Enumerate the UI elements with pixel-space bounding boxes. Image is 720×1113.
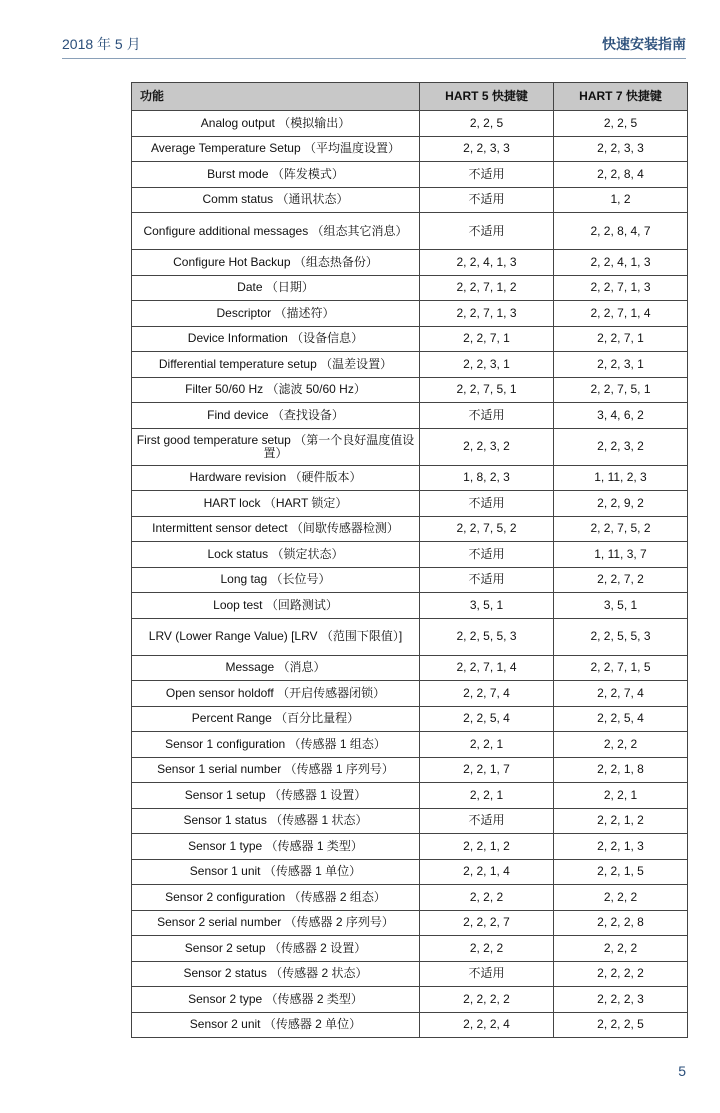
cell-hart7-shortcut: 2, 2, 9, 2 xyxy=(554,491,688,517)
table-row xyxy=(132,491,688,517)
cell-hart5-shortcut: 2, 2, 5, 5, 3 xyxy=(420,618,554,655)
cell-hart7-shortcut: 1, 11, 3, 7 xyxy=(554,542,688,568)
column-header-function: 功能 xyxy=(132,83,420,111)
cell-hart5-shortcut: 不适用 xyxy=(420,808,554,834)
cell-hart5-shortcut: 不适用 xyxy=(420,403,554,429)
cell-hart5-shortcut: 2, 2, 1, 7 xyxy=(420,757,554,783)
cell-function: Sensor 1 configuration （传感器 1 组态） xyxy=(132,732,420,758)
cell-hart5-shortcut: 不适用 xyxy=(420,567,554,593)
cell-hart5-shortcut: 2, 2, 1, 4 xyxy=(420,859,554,885)
cell-hart7-shortcut: 2, 2, 2, 2 xyxy=(554,961,688,987)
table-header-row xyxy=(132,83,688,111)
cell-hart5-shortcut: 2, 2, 5, 4 xyxy=(420,706,554,732)
table-row xyxy=(132,136,688,162)
cell-hart5-shortcut: 2, 2, 1 xyxy=(420,783,554,809)
cell-hart7-shortcut: 2, 2, 2 xyxy=(554,885,688,911)
cell-hart5-shortcut: 不适用 xyxy=(420,187,554,213)
cell-hart7-shortcut: 2, 2, 1, 3 xyxy=(554,834,688,860)
cell-function: Find device （查找设备） xyxy=(132,403,420,429)
cell-hart5-shortcut: 1, 8, 2, 3 xyxy=(420,465,554,491)
table-row xyxy=(132,1012,688,1038)
cell-hart7-shortcut: 2, 2, 5, 4 xyxy=(554,706,688,732)
table-row xyxy=(132,593,688,619)
table-row xyxy=(132,428,688,465)
cell-hart7-shortcut: 2, 2, 7, 1, 5 xyxy=(554,655,688,681)
cell-function: Analog output （模拟输出） xyxy=(132,111,420,137)
table-row xyxy=(132,352,688,378)
header-date: 2018 年 5 月 xyxy=(62,36,141,52)
table-row xyxy=(132,465,688,491)
cell-hart7-shortcut: 2, 2, 3, 2 xyxy=(554,428,688,465)
table-row xyxy=(132,834,688,860)
cell-hart7-shortcut: 2, 2, 7, 5, 2 xyxy=(554,516,688,542)
cell-function: Date （日期） xyxy=(132,275,420,301)
cell-function: Message （消息） xyxy=(132,655,420,681)
cell-hart5-shortcut: 2, 2, 3, 2 xyxy=(420,428,554,465)
cell-hart5-shortcut: 2, 2, 2, 7 xyxy=(420,910,554,936)
cell-hart7-shortcut: 2, 2, 2 xyxy=(554,936,688,962)
cell-hart5-shortcut: 不适用 xyxy=(420,213,554,250)
cell-hart5-shortcut: 2, 2, 2 xyxy=(420,885,554,911)
cell-function: Sensor 2 configuration （传感器 2 组态） xyxy=(132,885,420,911)
cell-hart7-shortcut: 1, 2 xyxy=(554,187,688,213)
cell-hart7-shortcut: 2, 2, 2 xyxy=(554,732,688,758)
cell-hart5-shortcut: 不适用 xyxy=(420,162,554,188)
table-row xyxy=(132,732,688,758)
cell-function: Hardware revision （硬件版本） xyxy=(132,465,420,491)
cell-hart7-shortcut: 2, 2, 2, 5 xyxy=(554,1012,688,1038)
cell-hart5-shortcut: 2, 2, 7, 5, 1 xyxy=(420,377,554,403)
cell-hart7-shortcut: 2, 2, 1, 2 xyxy=(554,808,688,834)
cell-function: Sensor 1 setup （传感器 1 设置） xyxy=(132,783,420,809)
cell-hart7-shortcut: 2, 2, 7, 4 xyxy=(554,681,688,707)
cell-function: Filter 50/60 Hz （滤波 50/60 Hz） xyxy=(132,377,420,403)
shortcut-table xyxy=(131,82,688,1038)
cell-hart7-shortcut: 2, 2, 7, 1 xyxy=(554,326,688,352)
cell-hart5-shortcut: 2, 2, 2, 4 xyxy=(420,1012,554,1038)
page-number: 5 xyxy=(678,1063,686,1079)
cell-hart7-shortcut: 3, 4, 6, 2 xyxy=(554,403,688,429)
cell-hart7-shortcut: 2, 2, 1 xyxy=(554,783,688,809)
cell-function: Sensor 1 serial number （传感器 1 序列号） xyxy=(132,757,420,783)
cell-function: Loop test （回路测试） xyxy=(132,593,420,619)
table-row xyxy=(132,162,688,188)
column-header-hart5: HART 5 快捷键 xyxy=(420,83,554,111)
cell-function: Configure Hot Backup （组态热备份） xyxy=(132,250,420,276)
cell-function: LRV (Lower Range Value) [LRV （范围下限值）] xyxy=(132,618,420,655)
cell-hart7-shortcut: 2, 2, 2, 8 xyxy=(554,910,688,936)
cell-hart7-shortcut: 2, 2, 8, 4 xyxy=(554,162,688,188)
cell-hart7-shortcut: 2, 2, 7, 1, 3 xyxy=(554,275,688,301)
cell-hart5-shortcut: 2, 2, 5 xyxy=(420,111,554,137)
cell-hart5-shortcut: 2, 2, 7, 5, 2 xyxy=(420,516,554,542)
cell-hart5-shortcut: 2, 2, 2 xyxy=(420,936,554,962)
table-row xyxy=(132,655,688,681)
cell-hart5-shortcut: 不适用 xyxy=(420,961,554,987)
cell-hart7-shortcut: 3, 5, 1 xyxy=(554,593,688,619)
cell-function: Sensor 1 status （传感器 1 状态） xyxy=(132,808,420,834)
table-row xyxy=(132,783,688,809)
cell-function: Sensor 2 type （传感器 2 类型） xyxy=(132,987,420,1013)
cell-function: Sensor 1 type （传感器 1 类型） xyxy=(132,834,420,860)
table-row xyxy=(132,377,688,403)
table-row xyxy=(132,808,688,834)
table-row xyxy=(132,111,688,137)
cell-function: Configure additional messages （组态其它消息） xyxy=(132,213,420,250)
cell-function: HART lock （HART 锁定） xyxy=(132,491,420,517)
table-row xyxy=(132,885,688,911)
table-row xyxy=(132,859,688,885)
cell-function: Long tag （长位号） xyxy=(132,567,420,593)
table-row xyxy=(132,250,688,276)
cell-hart5-shortcut: 2, 2, 3, 1 xyxy=(420,352,554,378)
cell-hart5-shortcut: 2, 2, 1, 2 xyxy=(420,834,554,860)
table-row xyxy=(132,301,688,327)
cell-function: Average Temperature Setup （平均温度设置） xyxy=(132,136,420,162)
cell-hart7-shortcut: 2, 2, 7, 1, 4 xyxy=(554,301,688,327)
table-row xyxy=(132,275,688,301)
cell-hart7-shortcut: 2, 2, 5, 5, 3 xyxy=(554,618,688,655)
table-row xyxy=(132,757,688,783)
cell-function: Comm status （通讯状态） xyxy=(132,187,420,213)
cell-hart5-shortcut: 2, 2, 2, 2 xyxy=(420,987,554,1013)
table-row xyxy=(132,961,688,987)
cell-hart7-shortcut: 2, 2, 4, 1, 3 xyxy=(554,250,688,276)
table-row xyxy=(132,618,688,655)
cell-function: Descriptor （描述符） xyxy=(132,301,420,327)
cell-hart7-shortcut: 2, 2, 1, 5 xyxy=(554,859,688,885)
cell-hart7-shortcut: 2, 2, 5 xyxy=(554,111,688,137)
cell-hart7-shortcut: 2, 2, 1, 8 xyxy=(554,757,688,783)
cell-function: Percent Range （百分比量程） xyxy=(132,706,420,732)
table-row xyxy=(132,936,688,962)
cell-hart7-shortcut: 2, 2, 7, 5, 1 xyxy=(554,377,688,403)
cell-hart5-shortcut: 3, 5, 1 xyxy=(420,593,554,619)
cell-function: Device Information （设备信息） xyxy=(132,326,420,352)
table-row xyxy=(132,187,688,213)
cell-function: Sensor 2 setup （传感器 2 设置） xyxy=(132,936,420,962)
cell-function: Lock status （锁定状态） xyxy=(132,542,420,568)
cell-hart5-shortcut: 2, 2, 3, 3 xyxy=(420,136,554,162)
cell-function: First good temperature setup （第一个良好温度值设置） xyxy=(132,428,420,465)
table-row xyxy=(132,681,688,707)
cell-function: Sensor 1 unit （传感器 1 单位） xyxy=(132,859,420,885)
cell-function: Burst mode （阵发模式） xyxy=(132,162,420,188)
table-row xyxy=(132,326,688,352)
cell-hart5-shortcut: 2, 2, 4, 1, 3 xyxy=(420,250,554,276)
table-row xyxy=(132,567,688,593)
cell-hart5-shortcut: 不适用 xyxy=(420,542,554,568)
cell-function: Differential temperature setup （温差设置） xyxy=(132,352,420,378)
cell-hart5-shortcut: 2, 2, 7, 1, 2 xyxy=(420,275,554,301)
cell-hart7-shortcut: 2, 2, 7, 2 xyxy=(554,567,688,593)
table-row xyxy=(132,516,688,542)
cell-function: Sensor 2 unit （传感器 2 单位） xyxy=(132,1012,420,1038)
table-row xyxy=(132,706,688,732)
cell-function: Sensor 2 serial number （传感器 2 序列号） xyxy=(132,910,420,936)
table-row xyxy=(132,987,688,1013)
cell-hart5-shortcut: 不适用 xyxy=(420,491,554,517)
header-rule xyxy=(62,58,686,59)
cell-function: Intermittent sensor detect （间歇传感器检测） xyxy=(132,516,420,542)
table-row xyxy=(132,910,688,936)
cell-hart7-shortcut: 2, 2, 8, 4, 7 xyxy=(554,213,688,250)
cell-function: Sensor 2 status （传感器 2 状态） xyxy=(132,961,420,987)
cell-hart5-shortcut: 2, 2, 7, 1, 4 xyxy=(420,655,554,681)
cell-hart5-shortcut: 2, 2, 7, 4 xyxy=(420,681,554,707)
table-row xyxy=(132,542,688,568)
header-title: 快速安装指南 xyxy=(602,36,686,52)
cell-hart5-shortcut: 2, 2, 7, 1, 3 xyxy=(420,301,554,327)
cell-hart5-shortcut: 2, 2, 7, 1 xyxy=(420,326,554,352)
table-row xyxy=(132,403,688,429)
cell-hart7-shortcut: 1, 11, 2, 3 xyxy=(554,465,688,491)
table-body xyxy=(132,111,688,1038)
cell-hart7-shortcut: 2, 2, 2, 3 xyxy=(554,987,688,1013)
cell-function: Open sensor holdoff （开启传感器闭锁） xyxy=(132,681,420,707)
table-row xyxy=(132,213,688,250)
column-header-hart7: HART 7 快捷键 xyxy=(554,83,688,111)
cell-hart5-shortcut: 2, 2, 1 xyxy=(420,732,554,758)
cell-hart7-shortcut: 2, 2, 3, 1 xyxy=(554,352,688,378)
cell-hart7-shortcut: 2, 2, 3, 3 xyxy=(554,136,688,162)
